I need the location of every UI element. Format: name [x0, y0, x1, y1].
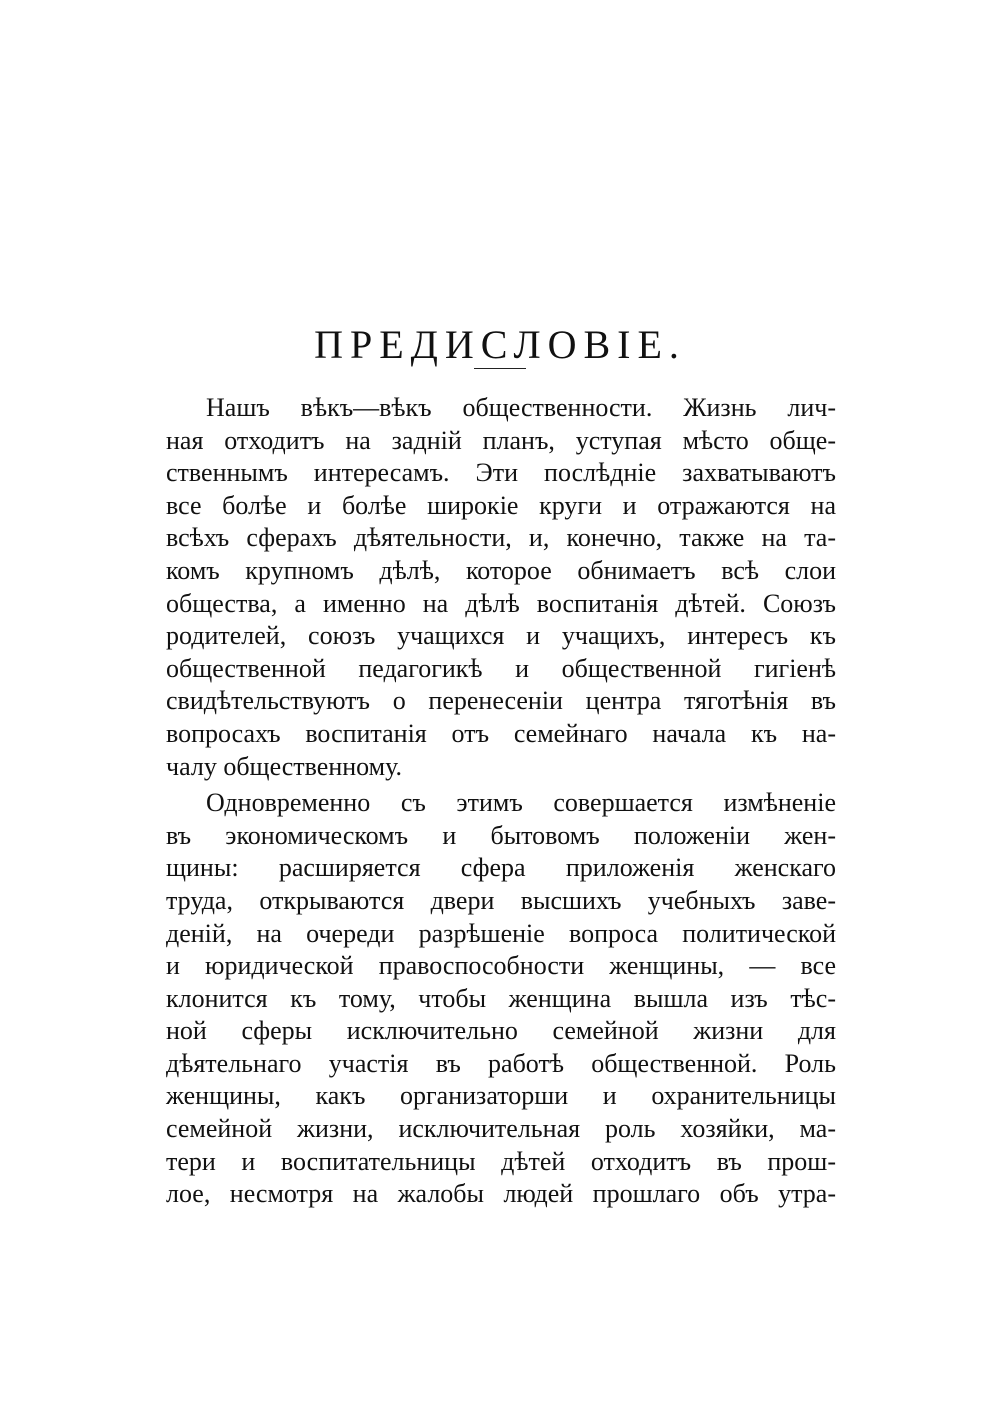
text-line: свидѣтельствуютъ о перенесенiи центра тяготѣнiя въ — [166, 686, 836, 716]
body-text — [166, 392, 836, 1211]
text-line: ственнымъ интересамъ. Эти послѣднiе захватываютъ — [166, 458, 836, 488]
text-line: комъ крупномъ дѣлѣ, которое обнимаетъ всѣ слои — [166, 555, 836, 585]
text-line: общественной педагогикѣ и общественной гигiенѣ — [166, 653, 836, 683]
text-line: ная отходитъ на заднiй планъ, уступая мѣсто обще- — [166, 425, 836, 455]
text-line: Одновременно съ этимъ совершается измѣненiе — [206, 788, 836, 818]
text-line: чалу общественному. — [166, 751, 403, 781]
text-line: всѣхъ сферахъ дѣятельности, и, конечно, также на та- — [166, 523, 836, 553]
text-line: клонится къ тому, чтобы женщина вышла изъ тѣс- — [166, 983, 836, 1013]
paragraph-1 — [166, 392, 836, 783]
page-title: ПРЕДИСЛОВІЕ. — [314, 321, 686, 367]
text-line: родителей, союзъ учащихся и учащихъ, интересъ къ — [166, 621, 836, 651]
text-line: вопросахъ воспитанiя отъ семейнаго начала къ на- — [166, 718, 836, 748]
text-line: и юридической правоспособности женщины, — все — [166, 951, 836, 981]
text-line: Нашъ вѣкъ—вѣкъ общественности. Жизнь лич- — [206, 393, 836, 422]
text-line: общества, а именно на дѣлѣ воспитанiя дѣтей. Союзъ — [166, 588, 836, 618]
text-line: тери и воспитательницы дѣтей отходитъ въ прош- — [166, 1146, 836, 1176]
text-line: семейной жизни, исключительная роль хозяйки, ма- — [166, 1114, 836, 1144]
text-line: труда, открываются двери высшихъ учебныхъ заве- — [166, 885, 836, 915]
text-line: лое, несмотря на жалобы людей прошлаго объ утра- — [166, 1179, 836, 1209]
text-line: ной сферы исключительно семейной жизни для — [166, 1016, 836, 1046]
title-divider — [474, 368, 526, 369]
text-line: дѣятельнаго участiя въ работѣ общественной. Роль — [166, 1048, 836, 1078]
text-line: женщины, какъ организаторши и охранительницы — [166, 1081, 836, 1111]
text-line: денiй, на очереди разрѣшенiе вопроса политической — [166, 918, 836, 948]
text-line: щины: расширяется сфера приложенiя женскаго — [166, 853, 836, 883]
paragraph-2 — [166, 787, 836, 1211]
text-line: все болѣе и болѣе широкiе круги и отражаются на — [166, 490, 836, 520]
text-line: въ экономическомъ и бытовомъ положенiи жен- — [166, 820, 836, 850]
